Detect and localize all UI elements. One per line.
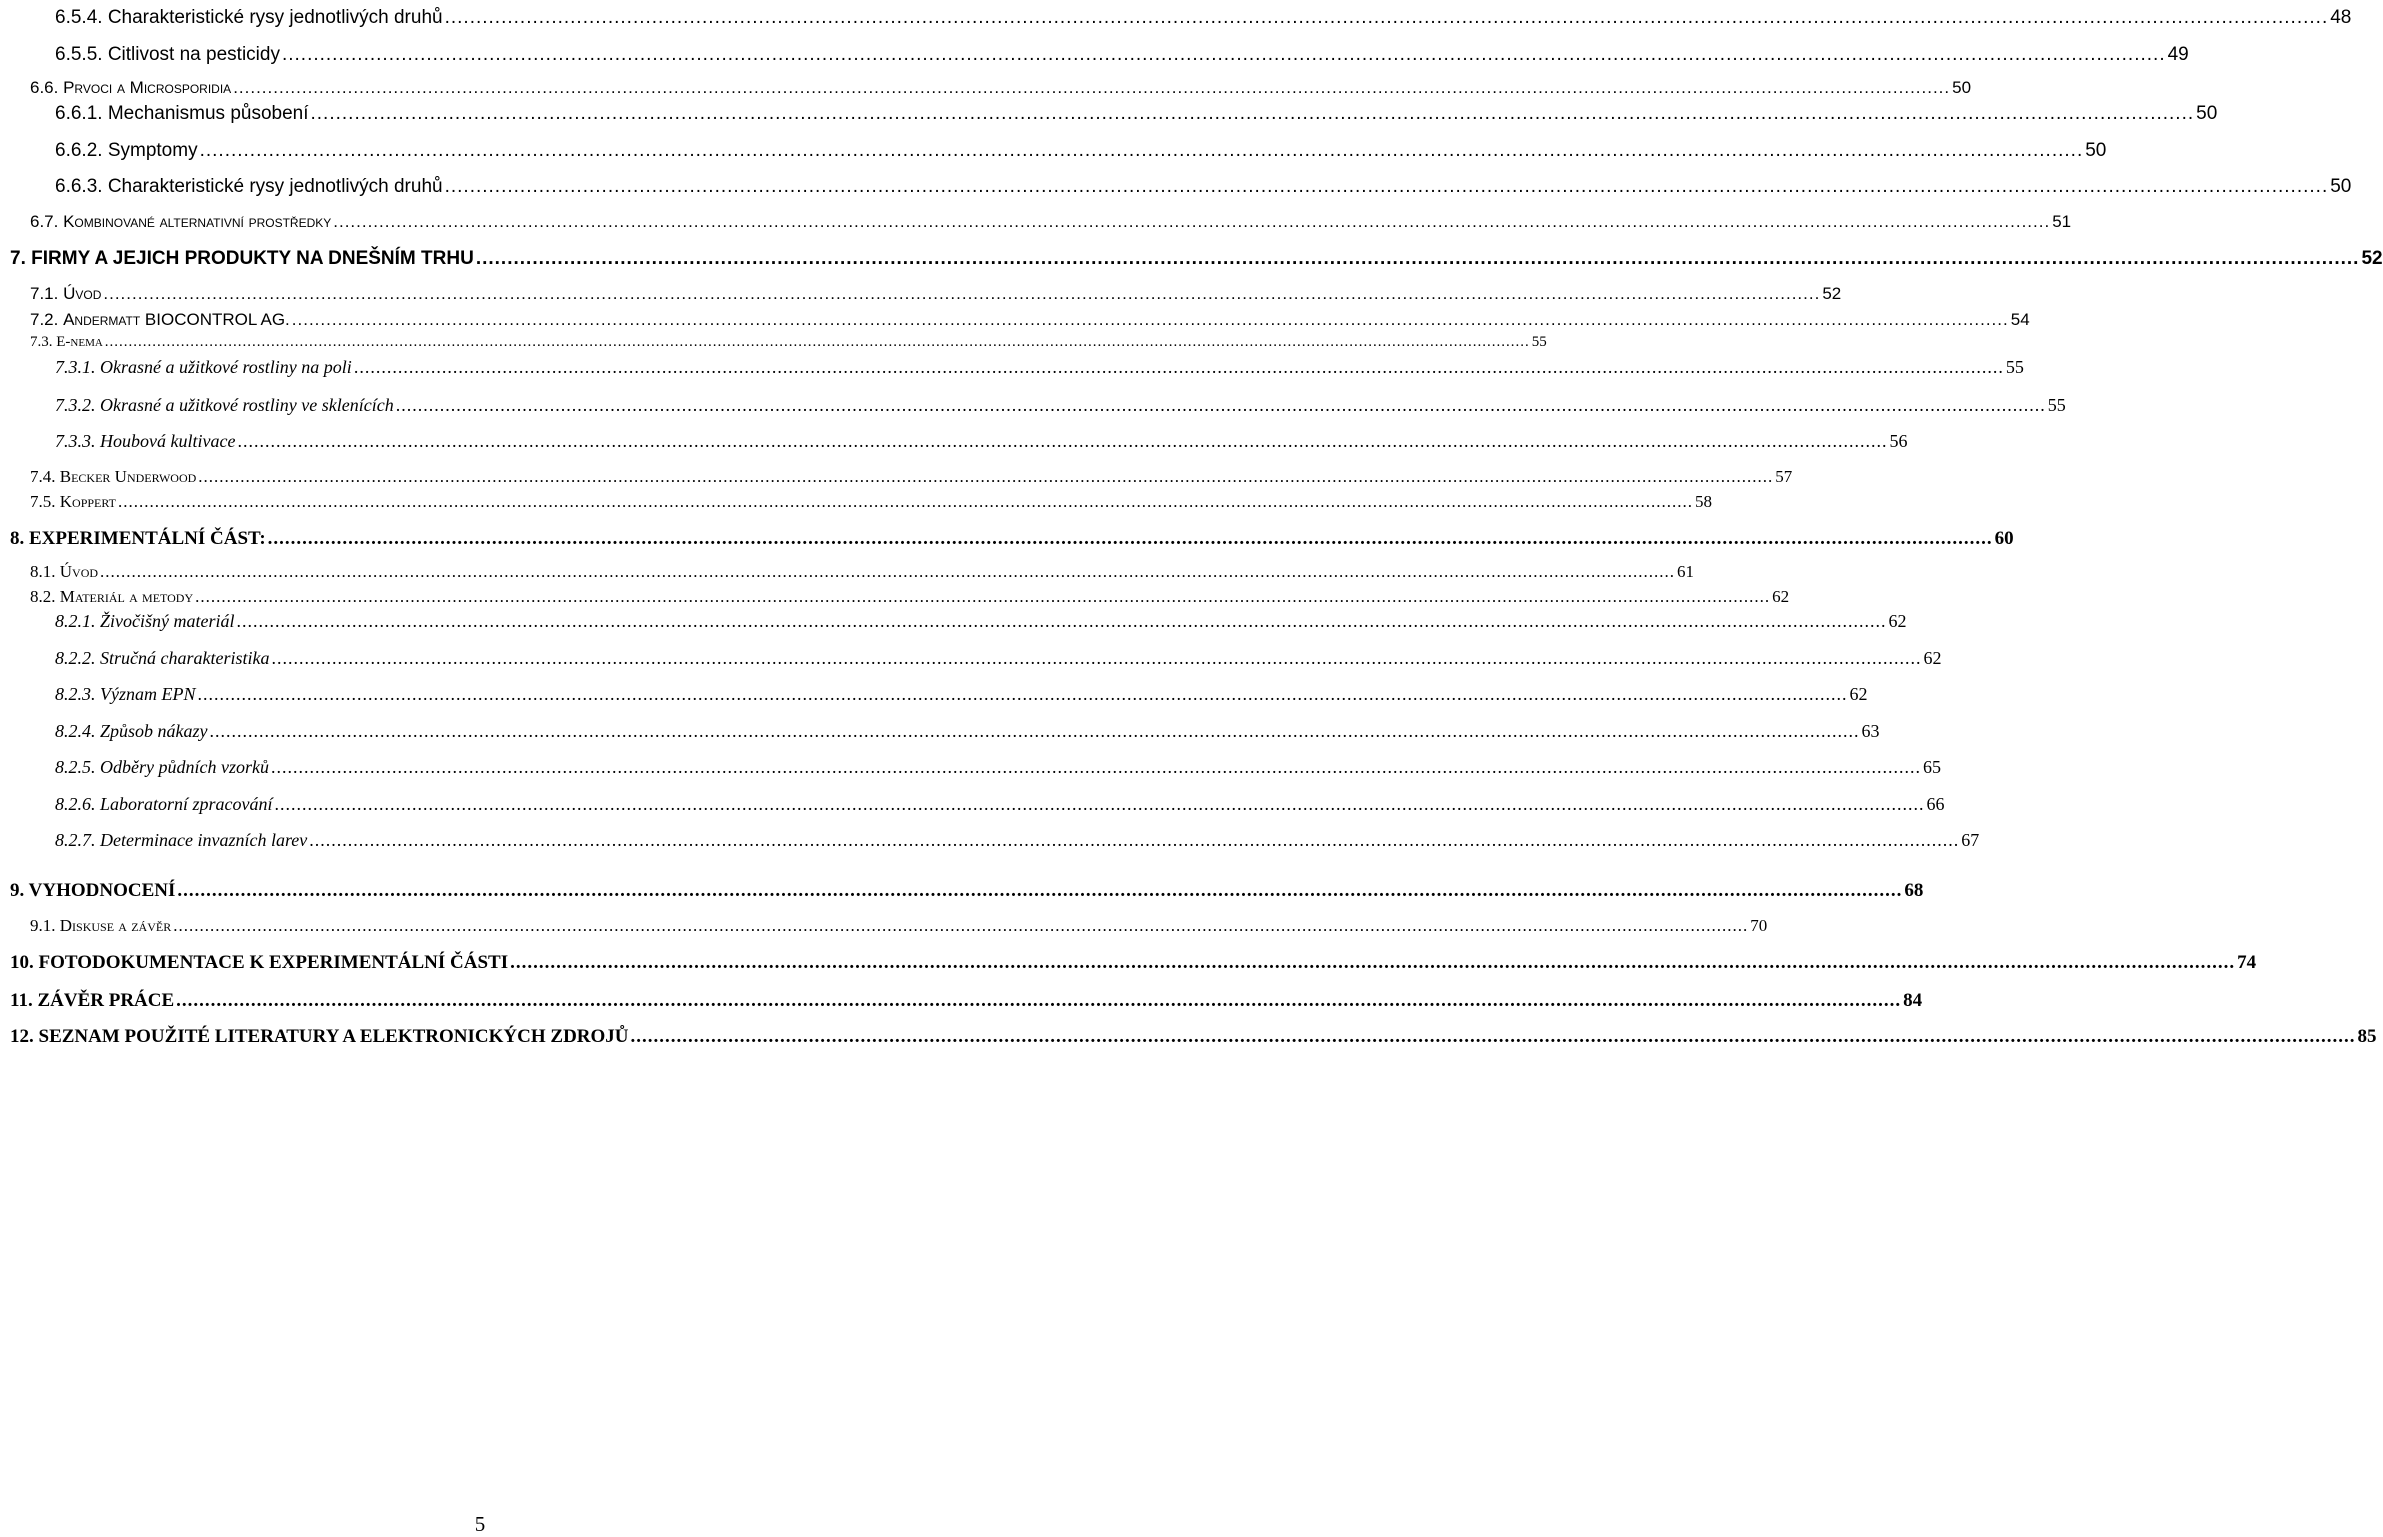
toc-entry-label: Houbová kultivace: [100, 431, 236, 451]
toc-entry-number: 8.2.: [30, 587, 56, 606]
toc-leader-dots: ............................................................................................................................................................................................................................................................................................................: [236, 611, 1887, 631]
toc-entry-label: ZÁVĚR PRÁCE: [37, 990, 175, 1011]
toc-entry[interactable]: [55, 648, 1942, 672]
toc-entry-page: 55: [2005, 357, 2024, 377]
toc-entry-title: [10, 1026, 629, 1048]
toc-entry-number: 6.6.3.: [55, 176, 103, 197]
toc-entry-label: VYHODNOCENÍ: [28, 880, 176, 901]
toc-entry-page: 48: [2330, 7, 2352, 28]
toc-leader-dots: ............................................................................................................................................................................................................................................................................................................: [475, 248, 2360, 269]
toc-entry-title: [55, 140, 198, 162]
toc-entry-page: 63: [1861, 721, 1880, 741]
toc-entry-number: 6.7.: [30, 212, 59, 231]
toc-entry-page: 52: [2361, 248, 2383, 269]
toc-leader-dots: ............................................................................................................................................................................................................................................................................................................: [444, 176, 2329, 197]
toc-entry[interactable]: [30, 310, 2030, 334]
toc-entry[interactable]: [10, 880, 1924, 904]
toc-entry-title: [55, 684, 195, 705]
toc-entry[interactable]: [10, 990, 1923, 1014]
toc-entry-number: 6.6.2.: [55, 140, 103, 161]
toc-entry-page: 50: [2330, 176, 2352, 197]
toc-leader-dots: ............................................................................................................................................................................................................................................................................................................: [103, 284, 1821, 303]
toc-entry-title: [55, 357, 352, 378]
toc-entry-page: 62: [1772, 587, 1790, 606]
toc-entry[interactable]: [30, 467, 1793, 491]
toc-leader-dots: ............................................................................................................................................................................................................................................................................................................: [100, 562, 1676, 581]
toc-entry[interactable]: [30, 78, 1972, 102]
toc-entry-page: 49: [2167, 44, 2189, 65]
toc-entry-page: 51: [2052, 212, 2072, 231]
toc-entry-label: Okrasné a užitkové rostliny ve sklenících: [100, 395, 394, 415]
toc-entry[interactable]: [30, 334, 1547, 358]
toc-leader-dots: ............................................................................................................................................................................................................................................................................................................: [444, 7, 2329, 28]
toc-entry-label: EXPERIMENTÁLNÍ ČÁST:: [29, 528, 266, 549]
toc-entry-title: [30, 78, 231, 98]
toc-entry-label: Odběry půdních vzorků: [100, 757, 269, 777]
toc-entry-page: 57: [1775, 467, 1793, 486]
toc-entry[interactable]: [55, 7, 2352, 31]
toc-entry-page: 50: [2085, 140, 2107, 161]
toc-entry-page: 60: [1994, 528, 2014, 549]
toc-entry-number: 8.2.1.: [55, 611, 96, 631]
toc-entry-page: 52: [1822, 284, 1842, 303]
toc-entry[interactable]: [10, 952, 2257, 976]
toc-entry-label: Determinace invazních larev: [100, 830, 308, 850]
toc-entry[interactable]: [10, 528, 2014, 552]
toc-leader-dots: ............................................................................................................................................................................................................................................................................................................: [197, 684, 1848, 704]
toc-entry-label: Úvod: [63, 284, 102, 303]
toc-entry-number: 7.5.: [30, 492, 56, 511]
toc-leader-dots: ............................................................................................................................................................................................................................................................................................................: [209, 721, 1860, 741]
toc-entry-label: FOTODOKUMENTACE K EXPERIMENTÁLNÍ ČÁSTI: [38, 952, 509, 973]
toc-entry-number: 8.: [10, 528, 25, 549]
toc-entry-number: 8.1.: [30, 562, 56, 581]
toc-entry-title: [10, 248, 474, 270]
toc-entry-page: 84: [1903, 990, 1923, 1011]
toc-entry-page: 55: [2047, 395, 2066, 415]
toc-entry[interactable]: [30, 587, 1790, 611]
toc-entry-title: [30, 212, 331, 232]
toc-leader-dots: ............................................................................................................................................................................................................................................................................................................: [173, 916, 1749, 935]
toc-leader-dots: ............................................................................................................................................................................................................................................................................................................: [270, 757, 1921, 777]
toc-entry-number: 10.: [10, 952, 34, 973]
toc-entry-title: [10, 990, 174, 1012]
toc-entry-number: 8.2.5.: [55, 757, 96, 777]
toc-entry-label: Becker Underwood: [59, 467, 197, 486]
toc-leader-dots: ............................................................................................................................................................................................................................................................................................................: [281, 44, 2166, 65]
toc-entry-number: 8.2.6.: [55, 794, 96, 814]
toc-leader-dots: ............................................................................................................................................................................................................................................................................................................: [176, 990, 1902, 1011]
toc-leader-dots: ............................................................................................................................................................................................................................................................................................................: [510, 952, 2236, 973]
toc-entry-number: 6.6.: [30, 78, 59, 97]
toc-leader-dots: ............................................................................................................................................................................................................................................................................................................: [104, 334, 1530, 350]
toc-entry-number: 6.6.1.: [55, 103, 103, 124]
toc-leader-dots: ............................................................................................................................................................................................................................................................................................................: [117, 492, 1693, 511]
toc-entry-label: Koppert: [59, 492, 116, 511]
toc-entry[interactable]: [55, 357, 2024, 381]
toc-entry-title: [55, 7, 443, 29]
toc-entry-label: Charakteristické rysy jednotlivých druhů: [107, 7, 443, 28]
toc-leader-dots: ............................................................................................................................................................................................................................................................................................................: [395, 395, 2046, 415]
toc-entry-number: 8.2.3.: [55, 684, 96, 704]
toc-entry-page: 65: [1922, 757, 1941, 777]
toc-entry-label: Charakteristické rysy jednotlivých druhů: [107, 176, 443, 197]
toc-entry-page: 50: [1952, 78, 1972, 97]
toc-leader-dots: ............................................................................................................................................................................................................................................................................................................: [333, 212, 2051, 231]
toc-leader-dots: ............................................................................................................................................................................................................................................................................................................: [198, 467, 1774, 486]
toc-entry-number: 8.2.2.: [55, 648, 96, 668]
toc-entry-number: 7.4.: [30, 467, 56, 486]
toc-entry-title: [55, 721, 208, 742]
toc-entry-page: 67: [1961, 830, 1980, 850]
toc-entry-number: 7.: [10, 248, 26, 269]
toc-entry[interactable]: [55, 794, 1945, 818]
toc-entry-label: Způsob nákazy: [100, 721, 208, 741]
page-number: 5: [474, 1512, 486, 1536]
toc-entry-number: 12.: [10, 1026, 34, 1047]
toc-entry-label: Symptomy: [107, 140, 198, 161]
toc-leader-dots: ............................................................................................................................................................................................................................................................................................................: [177, 880, 1903, 901]
toc-entry-number: 9.1.: [30, 916, 56, 935]
toc-entry-page: 62: [1923, 648, 1942, 668]
toc-entry-page: 56: [1889, 431, 1908, 451]
toc-entry-number: 7.3.1.: [55, 357, 96, 377]
toc-entry-label: Stručná charakteristika: [100, 648, 270, 668]
toc-entry-title: [55, 395, 394, 416]
toc-entry-title: [30, 467, 196, 487]
toc-entry-title: [55, 648, 269, 669]
toc-leader-dots: ............................................................................................................................................................................................................................................................................................................: [267, 528, 1993, 549]
toc-entry[interactable]: [55, 103, 2218, 127]
toc-entry-number: 8.2.4.: [55, 721, 96, 741]
toc-entry-title: [55, 794, 273, 815]
toc-entry[interactable]: [30, 916, 1768, 940]
toc-entry-page: 54: [2010, 310, 2030, 329]
toc-entry-number: 7.3.3.: [55, 431, 96, 451]
toc-leader-dots: ............................................................................................................................................................................................................................................................................................................: [271, 648, 1922, 668]
toc-leader-dots: ............................................................................................................................................................................................................................................................................................................: [309, 830, 1960, 850]
toc-entry-page: 70: [1750, 916, 1768, 935]
toc-leader-dots: ............................................................................................................................................................................................................................................................................................................: [237, 431, 1888, 451]
toc-entry-label: Úvod: [59, 562, 99, 581]
toc-entry-label: Andermatt BIOCONTROL AG.: [63, 310, 290, 329]
toc-entry-title: [30, 587, 193, 607]
toc-entry[interactable]: [55, 721, 1880, 745]
toc-entry-title: [55, 611, 234, 632]
toc-entry-number: 7.3.2.: [55, 395, 96, 415]
toc-entry-label: Kombinované alternativní prostředky: [63, 212, 332, 231]
toc-entry-label: Význam EPN: [100, 684, 196, 704]
toc-entry[interactable]: [55, 140, 2107, 164]
toc-entry-title: [30, 310, 290, 330]
toc-entry-page: 50: [2196, 103, 2218, 124]
toc-entry[interactable]: [55, 431, 1908, 455]
toc-entry-title: [55, 176, 443, 198]
toc-entry-page: 74: [2237, 952, 2257, 973]
toc-entry-label: Prvoci a Microsporidia: [63, 78, 232, 97]
toc-entry-title: [55, 103, 309, 125]
toc-entry-title: [55, 830, 307, 851]
toc-entry-label: Mechanismus působení: [107, 103, 309, 124]
toc-entry-number: 7.2.: [30, 310, 59, 329]
toc-entry-number: 11.: [10, 990, 33, 1011]
toc-leader-dots: ............................................................................................................................................................................................................................................................................................................: [274, 794, 1925, 814]
toc-entry-title: [30, 562, 98, 582]
toc-entry[interactable]: [10, 248, 2383, 272]
toc-entry-label: Okrasné a užitkové rostliny na poli: [100, 357, 352, 377]
toc-entry-number: 9.: [10, 880, 25, 901]
toc-entry-title: [55, 44, 280, 66]
toc-leader-dots: ............................................................................................................................................................................................................................................................................................................: [233, 78, 1951, 97]
toc-entry[interactable]: [30, 284, 1842, 308]
toc-entry-label: E-nema: [56, 334, 103, 350]
toc-entry[interactable]: [55, 757, 1941, 781]
toc-entry-label: Materiál a metody: [59, 587, 194, 606]
toc-entry-page: 62: [1849, 684, 1868, 704]
toc-entry-title: [30, 492, 116, 512]
toc-entry-number: 7.1.: [30, 284, 59, 303]
toc-entry-title: [55, 757, 269, 778]
toc-entry[interactable]: [30, 492, 1712, 516]
toc-entry-label: Diskuse a závěr: [59, 916, 172, 935]
toc-entry-title: [30, 284, 101, 304]
toc-entry-label: Živočišný materiál: [100, 611, 235, 631]
toc-entry-title: [30, 916, 171, 936]
toc-entry-title: [55, 431, 235, 452]
toc-entry-number: 7.3.: [30, 334, 53, 350]
toc-leader-dots: ............................................................................................................................................................................................................................................................................................................: [630, 1026, 2356, 1047]
toc-entry-page: 66: [1926, 794, 1945, 814]
toc-entry-title: [10, 952, 508, 974]
toc-entry[interactable]: [55, 176, 2352, 200]
toc-entry-page: 68: [1904, 880, 1924, 901]
toc-leader-dots: ............................................................................................................................................................................................................................................................................................................: [291, 310, 2009, 329]
toc-entry-label: SEZNAM POUŽITÉ LITERATURY A ELEKTRONICKÝCH ZDROJŮ: [38, 1026, 629, 1047]
toc-entry-page: 61: [1677, 562, 1695, 581]
toc-entry-page: 85: [2357, 1026, 2377, 1047]
toc-entry[interactable]: [30, 212, 2072, 236]
toc-entry-page: 58: [1694, 492, 1712, 511]
toc-entry-title: [30, 334, 103, 351]
toc-entry-title: [10, 528, 266, 550]
toc-entry-page: 55: [1531, 334, 1547, 350]
toc-leader-dots: ............................................................................................................................................................................................................................................................................................................: [310, 103, 2195, 124]
toc-entry-title: [10, 880, 175, 902]
toc-entry-label: FIRMY A JEJICH PRODUKTY NA DNEŠNÍM TRHU: [31, 248, 474, 269]
toc-entry[interactable]: [10, 1026, 2377, 1050]
toc-entry-label: Laboratorní zpracování: [100, 794, 273, 814]
toc-entry[interactable]: [55, 611, 1907, 635]
toc-entry[interactable]: [30, 562, 1695, 586]
toc-leader-dots: ............................................................................................................................................................................................................................................................................................................: [195, 587, 1771, 606]
toc-entry-page: 62: [1888, 611, 1907, 631]
toc-entry-number: 6.5.5.: [55, 44, 103, 65]
toc-entry-label: Citlivost na pesticidy: [107, 44, 280, 65]
toc-leader-dots: ............................................................................................................................................................................................................................................................................................................: [353, 357, 2004, 377]
toc-entry-number: 8.2.7.: [55, 830, 96, 850]
toc-entry[interactable]: [55, 684, 1868, 708]
toc-entry[interactable]: [55, 830, 1980, 854]
toc-entry[interactable]: [55, 395, 2066, 419]
toc-leader-dots: ............................................................................................................................................................................................................................................................................................................: [199, 140, 2084, 161]
toc-entry[interactable]: [55, 44, 2189, 68]
toc-entry-number: 6.5.4.: [55, 7, 103, 28]
